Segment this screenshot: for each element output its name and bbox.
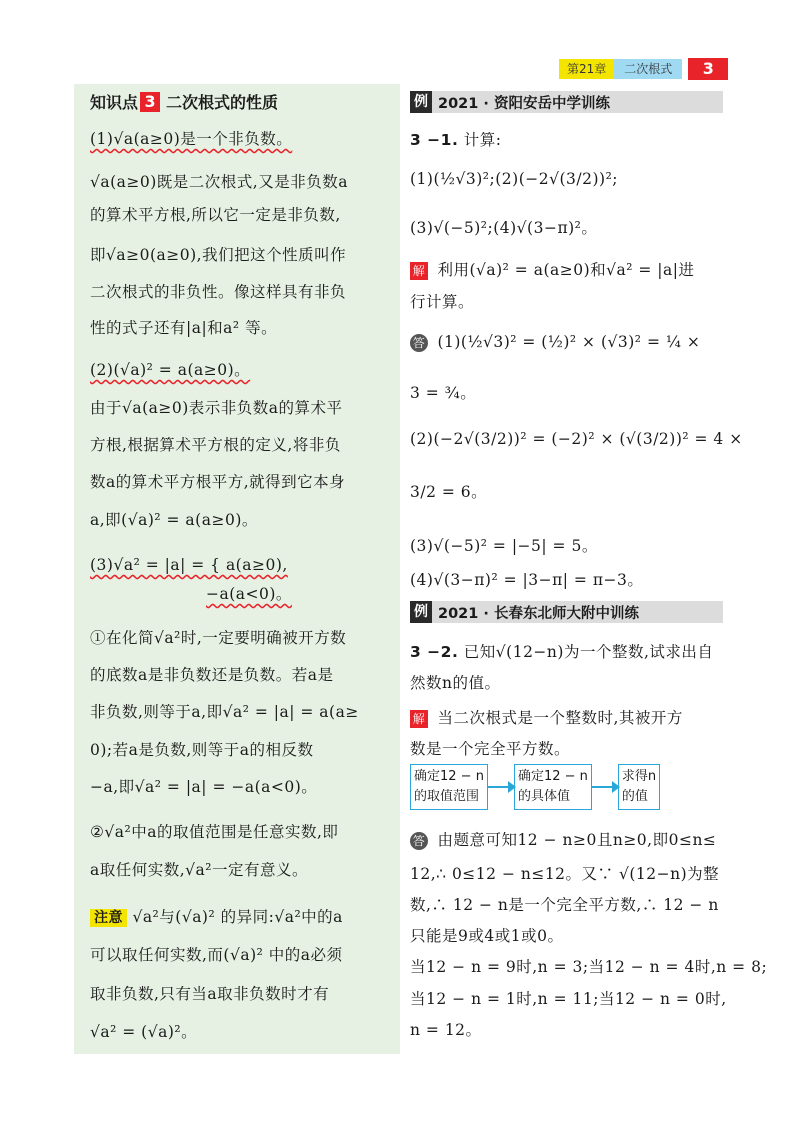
kp-number: 3 (140, 92, 160, 112)
flow-step-3: 求得n 的值 (618, 764, 660, 810)
answer-line: 只能是9或4或1或0。 (410, 927, 564, 945)
flow-step-1: 确定12 − n 的取值范围 (410, 764, 488, 810)
note-line: 可以取任何实数,而(√a)² 中的a必须 (90, 946, 343, 964)
note-line: 取非负数,只有当a取非负数时才有 (90, 985, 330, 1003)
example-icon: 例 (410, 91, 432, 113)
kp-line: 性的式子还有|a|和a² 等。 (90, 319, 278, 337)
answer-line: (2)(−2√(3/2))² = (−2)² × (√(3/2))² = 4 × (410, 430, 743, 448)
kp-line: a,即(√a)² = a(a≥0)。 (90, 511, 258, 529)
flow-arrow-icon (488, 786, 514, 788)
answer-icon: 答 (410, 334, 428, 352)
problem-line: 然数n的值。 (410, 674, 501, 692)
kp-line: 的底数a是非负数还是负数。若a是 (90, 666, 334, 684)
kp-line: 二次根式的非负性。像这样具有非负 (90, 283, 347, 301)
page-number: 3 (688, 58, 728, 80)
answer-line: 3/2 = 6。 (410, 483, 488, 501)
flow-step-2: 确定12 − n 的具体值 (514, 764, 592, 810)
kp-line: 即√a≥0(a≥0),我们把这个性质叫作 (90, 246, 347, 264)
solution-line: 数是一个完全平方数。 (410, 740, 571, 758)
example-source: 2021 · 长春东北师大附中训练 (438, 605, 639, 622)
flow-arrow-icon (592, 786, 618, 788)
kp-label: 知识点 (90, 93, 139, 112)
kp-heading: 二次根式的性质 (166, 93, 279, 112)
answer-line: 当12 − n = 9时,n = 3;当12 − n = 4时,n = 8; (410, 958, 768, 976)
section-label: 二次根式 (614, 59, 682, 79)
example-header (410, 601, 723, 623)
kp-line: ②√a²中a的取值范围是任意实数,即 (90, 823, 339, 841)
kp-line: (1)√a(a≥0)是一个非负数。 (90, 130, 293, 148)
solution-line: 解 当二次根式是一个整数时,其被开方 (410, 706, 683, 728)
kp-line: ①在化简√a²时,一定要明确被开方数 (90, 629, 347, 647)
note-line: 注意 √a²与(√a)² 的异同:√a²中的a (90, 905, 343, 927)
kp-line: 0);若a是负数,则等于a的相反数 (90, 741, 314, 759)
kp-line: 非负数,则等于a,即√a² = |a| = a(a≥ (90, 703, 359, 721)
kp-line: 方根,根据算术平方根的定义,将非负 (90, 436, 341, 454)
note-tag: 注意 (90, 909, 127, 927)
problem-item: (1)(½√3)²;(2)(−2√(3/2))²; (410, 170, 618, 188)
kp-line: 由于√a(a≥0)表示非负数a的算术平 (90, 399, 343, 417)
problem-number: 3 −2. (410, 643, 459, 661)
solution-line: 解 利用(√a)² = a(a≥0)和√a² = |a|进 (410, 258, 695, 280)
example-icon: 例 (410, 601, 432, 623)
kp-line: a取任何实数,√a²一定有意义。 (90, 861, 309, 879)
example-header (410, 91, 723, 113)
solution-icon: 解 (410, 262, 428, 280)
kp-line: 数a的算术平方根平方,就得到它本身 (90, 473, 346, 491)
problem-number: 3 −1. (410, 131, 459, 149)
solution-icon: 解 (410, 710, 428, 728)
solution-line: 行计算。 (410, 293, 475, 311)
kp-line: 的算术平方根,所以它一定是非负数, (90, 206, 341, 224)
example-source: 2021 · 资阳安岳中学训练 (438, 95, 610, 112)
chapter-label: 第21章 (559, 59, 614, 79)
answer-line: 当12 − n = 1时,n = 11;当12 − n = 0时, (410, 990, 727, 1008)
problem-line: 3 −2. 已知√(12−n)为一个整数,试求出自 (410, 643, 714, 661)
page-header (559, 59, 728, 79)
answer-line: 数,∴ 12 − n是一个完全平方数,∴ 12 − n (410, 896, 719, 914)
answer-line: 答 (1)(½√3)² = (½)² × (√3)² = ¼ × (410, 333, 700, 352)
answer-line: (3)√(−5)² = |−5| = 5。 (410, 537, 598, 555)
problem-line: 3 −1. 计算: (410, 131, 502, 149)
answer-line: 12,∴ 0≤12 − n≤12。又∵ √(12−n)为整 (410, 865, 720, 883)
kp-line: (2)(√a)² = a(a≥0)。 (90, 361, 251, 379)
problem-item: (3)√(−5)²;(4)√(3−π)²。 (410, 219, 598, 237)
answer-line: (4)√(3−π)² = |3−π| = π−3。 (410, 571, 644, 589)
knowledge-point-title (90, 90, 278, 113)
solution-flowchart (410, 764, 660, 810)
answer-line: 3 = ¾。 (410, 384, 477, 402)
kp-line: √a(a≥0)既是二次根式,又是非负数a (90, 173, 348, 191)
kp-line: (3)√a² = |a| = { a(a≥0), (90, 556, 288, 574)
answer-line: n = 12。 (410, 1021, 482, 1039)
note-line: √a² = (√a)²。 (90, 1023, 198, 1041)
answer-line: 答 由题意可知12 − n≥0且n≥0,即0≤n≤ (410, 828, 716, 850)
kp-line: −a(a<0)。 (206, 585, 292, 603)
kp-line: −a,即√a² = |a| = −a(a<0)。 (90, 778, 318, 796)
answer-icon: 答 (410, 832, 428, 850)
